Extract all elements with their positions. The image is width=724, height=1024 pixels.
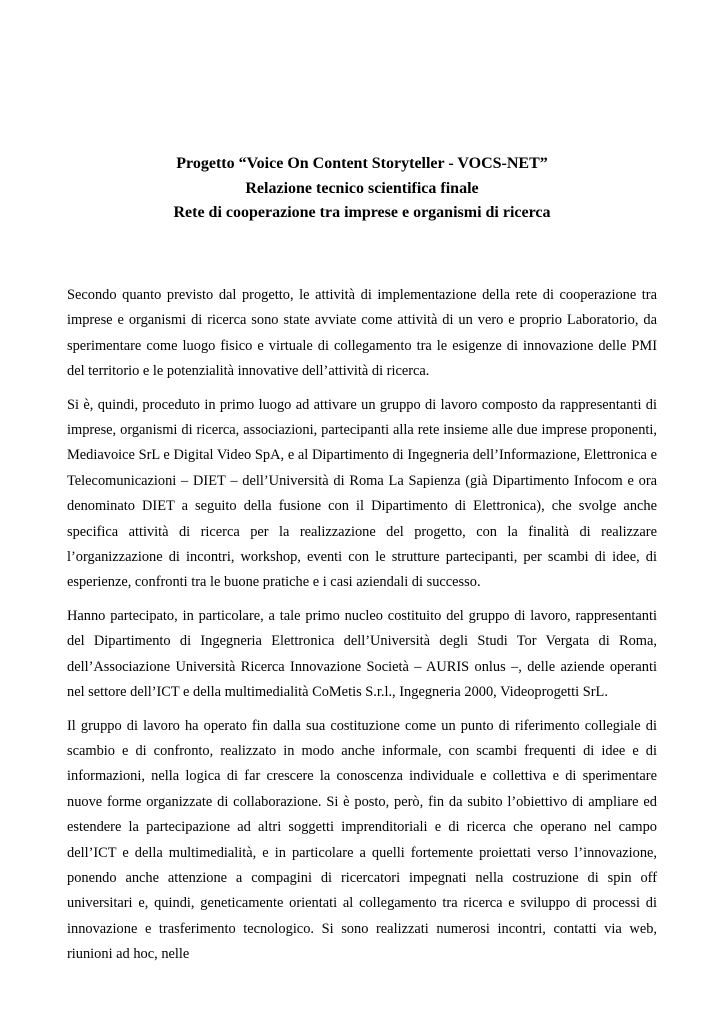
- paragraph-group-activity: Il gruppo di lavoro ha operato fin dalla sua costituzione come un punto di riferimento collegiale di scambio e di confronto, realizzato in modo anche informale, con scambi frequenti di idee e di informazioni, nella logica di far crescere la conoscenza individuale e collettiva e di sperimentare nuove forme organizzate di collaborazione. Si è posto, però, fin da subito l’obiettivo di ampliare ed estendere la partecipazione ad altri soggetti imprenditoriali e di ricerca che operano nel campo dell’ICT e della multimedialità, e in particolare a quelli fortemente proiettati verso l’innovazione, ponendo anche attenzione a compagini di ricercatori impegnati nella costruzione di spin off universitari e, quindi, geneticamente orientati al collegamento tra ricerca e sviluppo di processi di innovazione e trasferimento tecnologico. Si sono realizzati numerosi incontri, contatti via web, riunioni ad hoc, nelle: [67, 717, 657, 963]
- document-title-block: [0, 152, 724, 226]
- document-body: [67, 283, 657, 976]
- paragraph-working-group: Si è, quindi, proceduto in primo luogo ad attivare un gruppo di lavoro composto da rappresentanti di imprese, organismi di ricerca, associazioni, partecipanti alla rete insieme alle due imprese proponenti, Mediavoice SrL e Digital Video SpA, e al Dipartimento di Ingegneria dell’Informazione, Elettronica e Telecomunicazioni – DIET – dell’Università di Roma La Sapienza (già Dipartimento Infocom e ora denominato DIET a seguito della fusione con il Dipartimento di Elettronica), che svolge anche specifica attività di ricerca per la realizzazione del progetto, con la finalità di realizzare l’organizzazione di incontri, workshop, eventi con le strutture partecipanti, per scambi di idee, di esperienze, confronti tra le buone pratiche e i casi aziendali di successo.: [67, 396, 657, 591]
- paragraph-introduction: Secondo quanto previsto dal progetto, le attività di implementazione della rete di cooperazione tra imprese e organismi di ricerca sono state avviate come attività di un vero e proprio Laboratorio, da sperimentare come luogo fisico e virtuale di collegamento tra le esigenze di innovazione delle PMI del territorio e le potenzialità innovative dell’attività di ricerca.: [67, 287, 657, 380]
- paragraph-participants: Hanno partecipato, in particolare, a tale primo nucleo costituito del gruppo di lavoro, rappresentanti del Dipartimento di Ingegneria Elettronica dell’Università degli Studi Tor Vergata di Roma, dell’Associazione Università Ricerca Innovazione Società – AURIS onlus –, delle aziende operanti nel settore dell’ICT e della multimedialità CoMetis S.r.l., Ingegneria 2000, Videoprogetti SrL.: [67, 607, 657, 701]
- section-heading: Rete di cooperazione tra imprese e organismi di ricerca: [173, 204, 551, 221]
- report-subtitle: Relazione tecnico scientifica finale: [245, 179, 479, 197]
- project-title: Progetto “Voice On Content Storyteller - VOCS-NET”: [176, 155, 548, 172]
